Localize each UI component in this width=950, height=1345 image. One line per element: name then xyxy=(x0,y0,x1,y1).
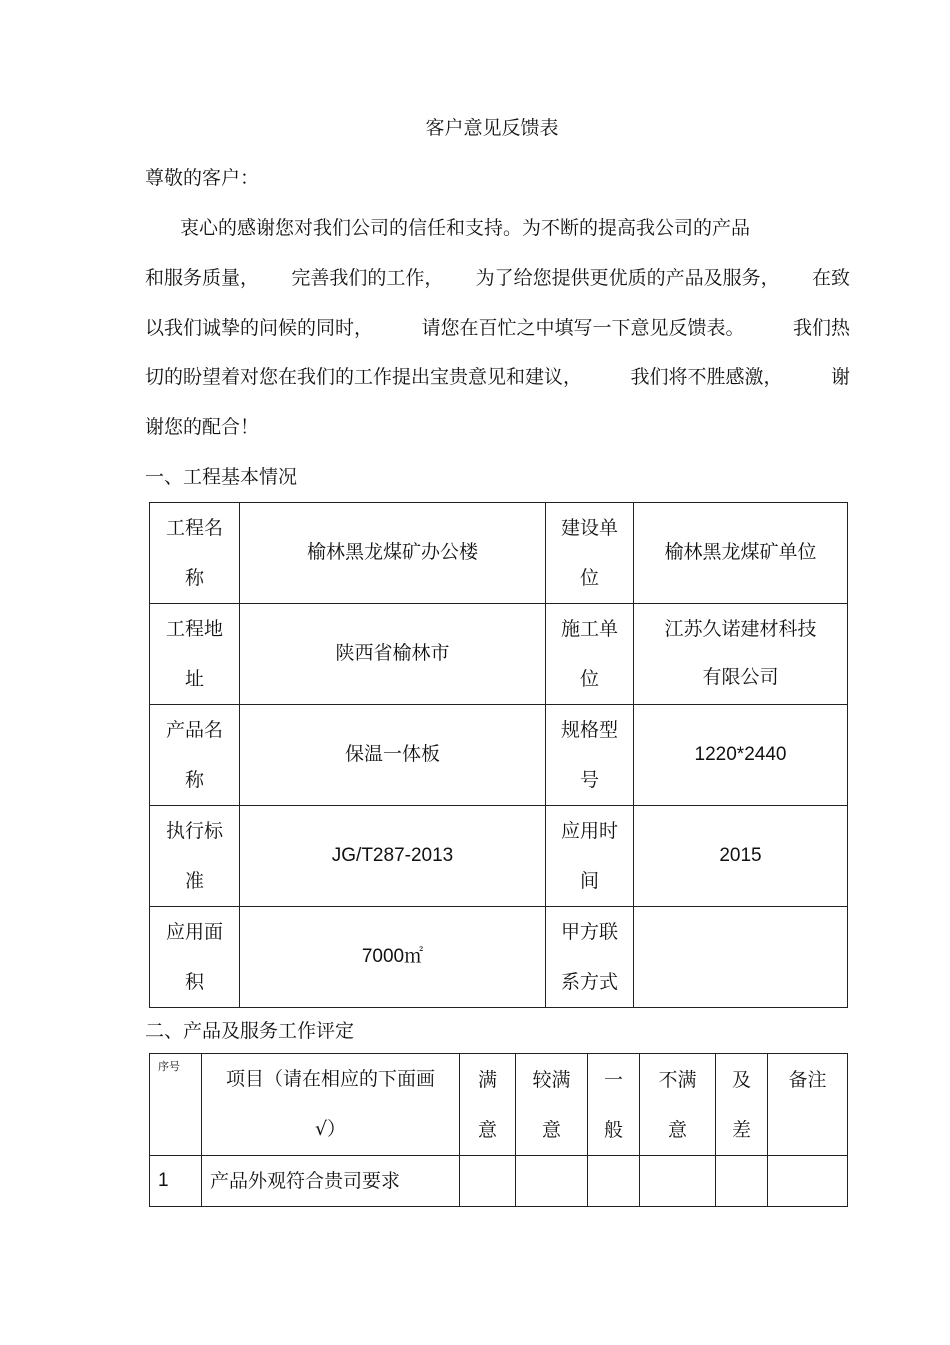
section2-heading: 二、产品及服务工作评定 xyxy=(145,1020,355,1042)
label-line: 工程名 xyxy=(165,517,223,539)
label-line: 间 xyxy=(579,870,599,892)
letter-text: 切的盼望着对您在我们的工作提出宝贵意见和建议， xyxy=(145,366,583,388)
field-value xyxy=(634,503,848,604)
field-label xyxy=(150,705,240,806)
field-value xyxy=(634,907,848,1008)
table-row xyxy=(150,806,848,907)
table-row xyxy=(150,907,848,1008)
header-text: 差 xyxy=(731,1119,751,1141)
label-line: 规格型 xyxy=(560,719,618,741)
letter-text: 请您在百忙之中填写一下意见反馈表。 xyxy=(421,317,745,339)
evaluation-table xyxy=(149,1053,848,1207)
field-value xyxy=(634,806,848,907)
table-row xyxy=(150,503,848,604)
label-line: 准 xyxy=(184,870,204,892)
letter-line-1: 衷心的感谢您对我们公司的信任和支持。为不断的提高我公司的产品 xyxy=(180,217,751,239)
value-line: 榆林黑龙煤矿单位 xyxy=(664,542,817,563)
letter-line-2 xyxy=(145,263,850,290)
field-value: 7000㎡ xyxy=(240,907,546,1008)
field-value: 榆林黑龙煤矿办公楼 xyxy=(240,503,546,604)
header-text: 不满 xyxy=(658,1069,697,1091)
label-line: 系方式 xyxy=(560,971,618,993)
field-value xyxy=(634,604,848,705)
header-unsatisfied xyxy=(640,1054,716,1156)
rating-cell-satisfied[interactable] xyxy=(460,1156,516,1207)
letter-line-4 xyxy=(145,362,850,389)
letter-text: 为了给您提供更优质的产品及服务， xyxy=(475,267,780,289)
label-line: 施工单 xyxy=(560,618,618,640)
header-text: 般 xyxy=(603,1119,623,1141)
letter-text: 和服务质量， xyxy=(145,267,260,289)
row-item: 产品外观符合贵司要求 xyxy=(202,1156,460,1207)
field-label xyxy=(546,705,634,806)
field-label xyxy=(546,604,634,705)
field-label xyxy=(150,604,240,705)
field-label xyxy=(150,503,240,604)
rating-cell-average[interactable] xyxy=(588,1156,640,1207)
label-line: 位 xyxy=(579,668,599,690)
header-seq: 序号 xyxy=(150,1054,202,1156)
label-line: 执行标 xyxy=(165,820,223,842)
field-label xyxy=(546,503,634,604)
label-line: 应用面 xyxy=(165,921,223,943)
header-fairly-satisfied xyxy=(516,1054,588,1156)
table-row xyxy=(150,1156,848,1207)
header-satisfied xyxy=(460,1054,516,1156)
letter-text: 我们将不胜感激， xyxy=(630,366,783,388)
label-line: 产品名 xyxy=(165,719,223,741)
header-text: 一 xyxy=(603,1069,623,1091)
header-text: 意 xyxy=(541,1119,561,1141)
label-line: 位 xyxy=(579,567,599,589)
header-item-line: 项目（请在相应的下面画 xyxy=(225,1068,435,1090)
header-average xyxy=(588,1054,640,1156)
header-item-line: √） xyxy=(314,1118,347,1140)
label-line: 工程地 xyxy=(165,618,223,640)
remarks-cell[interactable] xyxy=(768,1156,848,1207)
field-label xyxy=(150,806,240,907)
label-line: 积 xyxy=(184,971,204,993)
header-text: 及 xyxy=(731,1069,751,1091)
greeting: 尊敬的客户： xyxy=(145,167,260,189)
label-line: 号 xyxy=(579,769,599,791)
value-line: 2015 xyxy=(719,845,762,866)
row-number: 1 xyxy=(150,1156,202,1207)
project-info-table xyxy=(149,502,848,1008)
label-line: 建设单 xyxy=(560,517,618,539)
letter-text: 以我们诚挚的问候的同时， xyxy=(145,317,374,339)
letter-text: 完善我们的工作， xyxy=(291,267,444,289)
field-value: 保温一体板 xyxy=(240,705,546,806)
rating-cell-unsatisfied[interactable] xyxy=(640,1156,716,1207)
header-text: 较满 xyxy=(532,1069,571,1091)
field-label xyxy=(546,806,634,907)
field-value xyxy=(634,705,848,806)
letter-line-3 xyxy=(145,313,850,340)
header-remarks: 备注 xyxy=(768,1054,848,1156)
field-value: JG/T287-2013 xyxy=(240,806,546,907)
value-line: 有限公司 xyxy=(702,667,779,688)
header-text: 意 xyxy=(477,1119,497,1141)
letter-text: 谢 xyxy=(831,366,851,388)
field-label xyxy=(150,907,240,1008)
table-row xyxy=(150,705,848,806)
label-line: 称 xyxy=(184,567,204,589)
page-title: 客户意见反馈表 xyxy=(425,117,559,139)
table-row xyxy=(150,604,848,705)
header-poor xyxy=(716,1054,768,1156)
header-text: 满 xyxy=(477,1069,497,1091)
header-text: 意 xyxy=(667,1119,687,1141)
label-line: 应用时 xyxy=(560,820,618,842)
section1-heading: 一、工程基本情况 xyxy=(145,466,298,488)
letter-text: 我们热 xyxy=(793,317,851,339)
rating-cell-poor[interactable] xyxy=(716,1156,768,1207)
value-line: 江苏久诺建材科技 xyxy=(664,619,817,640)
label-line: 称 xyxy=(184,769,204,791)
label-line: 址 xyxy=(184,668,204,690)
table-header-row xyxy=(150,1054,848,1156)
rating-cell-fairly-satisfied[interactable] xyxy=(516,1156,588,1207)
value-line: 1220*2440 xyxy=(694,744,787,765)
letter-text: 在致 xyxy=(811,267,850,289)
field-value: 陕西省榆林市 xyxy=(240,604,546,705)
field-label xyxy=(546,907,634,1008)
label-line: 甲方联 xyxy=(560,921,618,943)
letter-line-5: 谢您的配合！ xyxy=(145,416,260,438)
header-item xyxy=(202,1054,460,1156)
